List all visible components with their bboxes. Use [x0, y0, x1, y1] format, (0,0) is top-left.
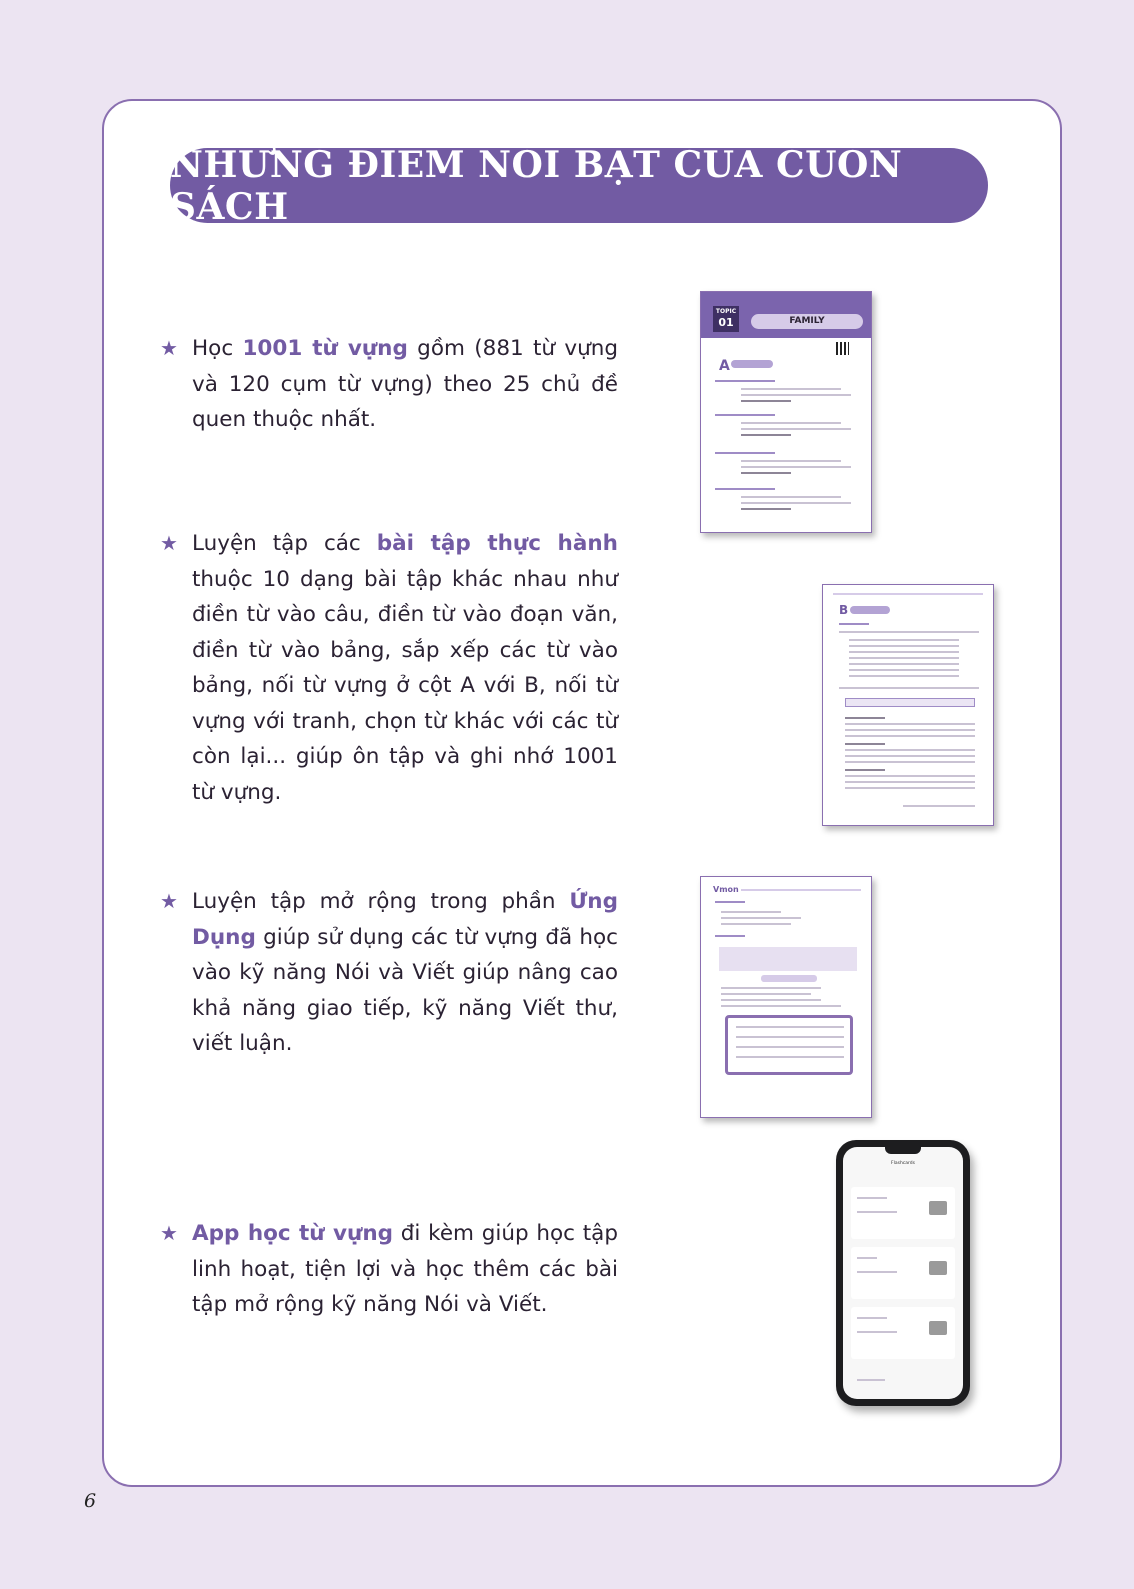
text-line [741, 466, 851, 468]
feature-text-pre: Luyện tập mở rộng trong phần [192, 889, 570, 914]
section-pill [731, 360, 773, 368]
brand-logo: Vmon [713, 885, 739, 894]
text-line [857, 1331, 897, 1333]
feature-text-post: giúp sử dụng các từ vựng đã học vào kỹ năng Nói và Viết giúp nâng cao khả năng giao tiếp, kỹ năng Viết thư, viết luận. [192, 924, 618, 1056]
prompt-box [719, 947, 857, 971]
flashcard [851, 1247, 955, 1299]
feature-highlight: App học từ vựng [192, 1221, 394, 1246]
text-line [845, 743, 885, 745]
writing-line [736, 1036, 844, 1038]
text-line [849, 663, 959, 665]
phone-mockup [836, 1140, 970, 1406]
text-line [845, 735, 975, 737]
text-line [845, 729, 975, 731]
topic-badge [713, 306, 739, 332]
app-screen-title: Flashcards [891, 1161, 915, 1166]
text-line [721, 911, 781, 913]
text-line [715, 901, 745, 903]
text-line [715, 414, 775, 416]
text-line [857, 1379, 885, 1381]
text-line [741, 428, 851, 430]
feature-text-post: gồm (881 từ vựng và 120 cụm từ vựng) theo 25 chủ đề quen thuộc nhất. [192, 336, 618, 432]
text-line [849, 657, 959, 659]
text-line [845, 775, 975, 777]
text-line [857, 1271, 897, 1273]
feature-item-application [160, 884, 618, 1062]
flashcard-image [929, 1321, 947, 1335]
feature-item-app [160, 1216, 618, 1323]
text-line [849, 645, 959, 647]
text-line [721, 999, 821, 1001]
text-line [715, 452, 775, 454]
flashcard-image [929, 1201, 947, 1215]
star-icon: ★ [160, 1221, 178, 1245]
text-line [839, 687, 979, 689]
text-line [845, 717, 885, 719]
text-line [849, 651, 959, 653]
text-line [741, 388, 841, 390]
text-line [721, 917, 801, 919]
topic-title: FAMILY [751, 314, 863, 329]
feature-text-post: đi kèm giúp học tập linh hoạt, tiện lợi và học thêm các bài tập mở rộng kỹ năng Nói và Viết. [192, 1221, 618, 1317]
text-line [903, 805, 975, 807]
application-page-thumbnail [700, 876, 872, 1118]
text-line [845, 787, 975, 789]
feature-text-pre: Luyện tập các [192, 531, 377, 556]
text-line [845, 755, 975, 757]
feature-highlight: Ứng Dụng [192, 889, 618, 950]
text-line [741, 400, 791, 402]
text-line [741, 434, 791, 436]
text-line [849, 675, 959, 677]
text-line [741, 472, 791, 474]
writing-line [736, 1046, 844, 1048]
flashcard [851, 1307, 955, 1359]
text-line [721, 993, 811, 995]
text-line [741, 496, 841, 498]
text-line [741, 508, 791, 510]
text-line [845, 723, 975, 725]
text-line [741, 422, 841, 424]
section-letter: A [719, 358, 730, 374]
text-line [845, 781, 975, 783]
word-table [845, 698, 975, 707]
practice-page-thumbnail [822, 584, 994, 826]
text-line [857, 1317, 887, 1319]
topic-number: 01 [718, 316, 734, 329]
text-line [839, 623, 869, 625]
section-pill [850, 606, 890, 614]
text-line [721, 1005, 841, 1007]
star-icon: ★ [160, 531, 178, 555]
text-line [845, 769, 885, 771]
text-line [849, 639, 959, 641]
writing-line [736, 1056, 844, 1058]
writing-box [725, 1015, 853, 1075]
text-line [857, 1197, 887, 1199]
phone-screen [843, 1147, 963, 1399]
suggestion-pill [761, 975, 817, 982]
text-line [849, 669, 959, 671]
text-line [715, 380, 775, 382]
feature-text-pre: Học [192, 336, 243, 361]
section-letter: B [839, 603, 849, 617]
page-number: 6 [84, 1490, 97, 1512]
feature-item-vocabulary [160, 331, 618, 438]
text-line [741, 394, 851, 396]
text-line [857, 1257, 877, 1259]
header-line [833, 593, 983, 595]
text-line [845, 761, 975, 763]
page-title: NHỮNG ĐIỂM NỔI BẬT CỦA CUỐN SÁCH [170, 143, 903, 228]
feature-highlight: 1001 từ vựng [242, 336, 408, 361]
phone-notch [885, 1147, 921, 1154]
star-icon: ★ [160, 336, 178, 360]
feature-item-exercises [160, 526, 618, 810]
feature-text-post: thuộc 10 dạng bài tập khác nhau như điền từ vào câu, điền từ vào đoạn văn, điền từ vào bảng, sắp xếp các từ vào bảng, nối từ vựng ở cột A với B, nối từ vựng với tranh, chọn từ khác với các từ còn lại... giúp ôn tập và ghi nhớ 1001 từ vựng. [192, 566, 618, 805]
text-line [839, 631, 979, 633]
text-line [721, 923, 791, 925]
qr-code-icon [836, 342, 849, 355]
feature-highlight: bài tập thực hành [376, 531, 618, 556]
topic-label: TOPIC [715, 308, 737, 315]
text-line [715, 935, 745, 937]
writing-line [736, 1026, 844, 1028]
text-line [857, 1211, 897, 1213]
star-icon: ★ [160, 889, 178, 913]
header-line [741, 889, 861, 891]
text-line [845, 749, 975, 751]
flashcard-image [929, 1261, 947, 1275]
title-banner [170, 143, 988, 228]
text-line [721, 987, 821, 989]
text-line [715, 488, 775, 490]
text-line [741, 502, 851, 504]
flashcard [851, 1187, 955, 1239]
text-line [741, 460, 841, 462]
vocabulary-page-thumbnail [700, 291, 872, 533]
